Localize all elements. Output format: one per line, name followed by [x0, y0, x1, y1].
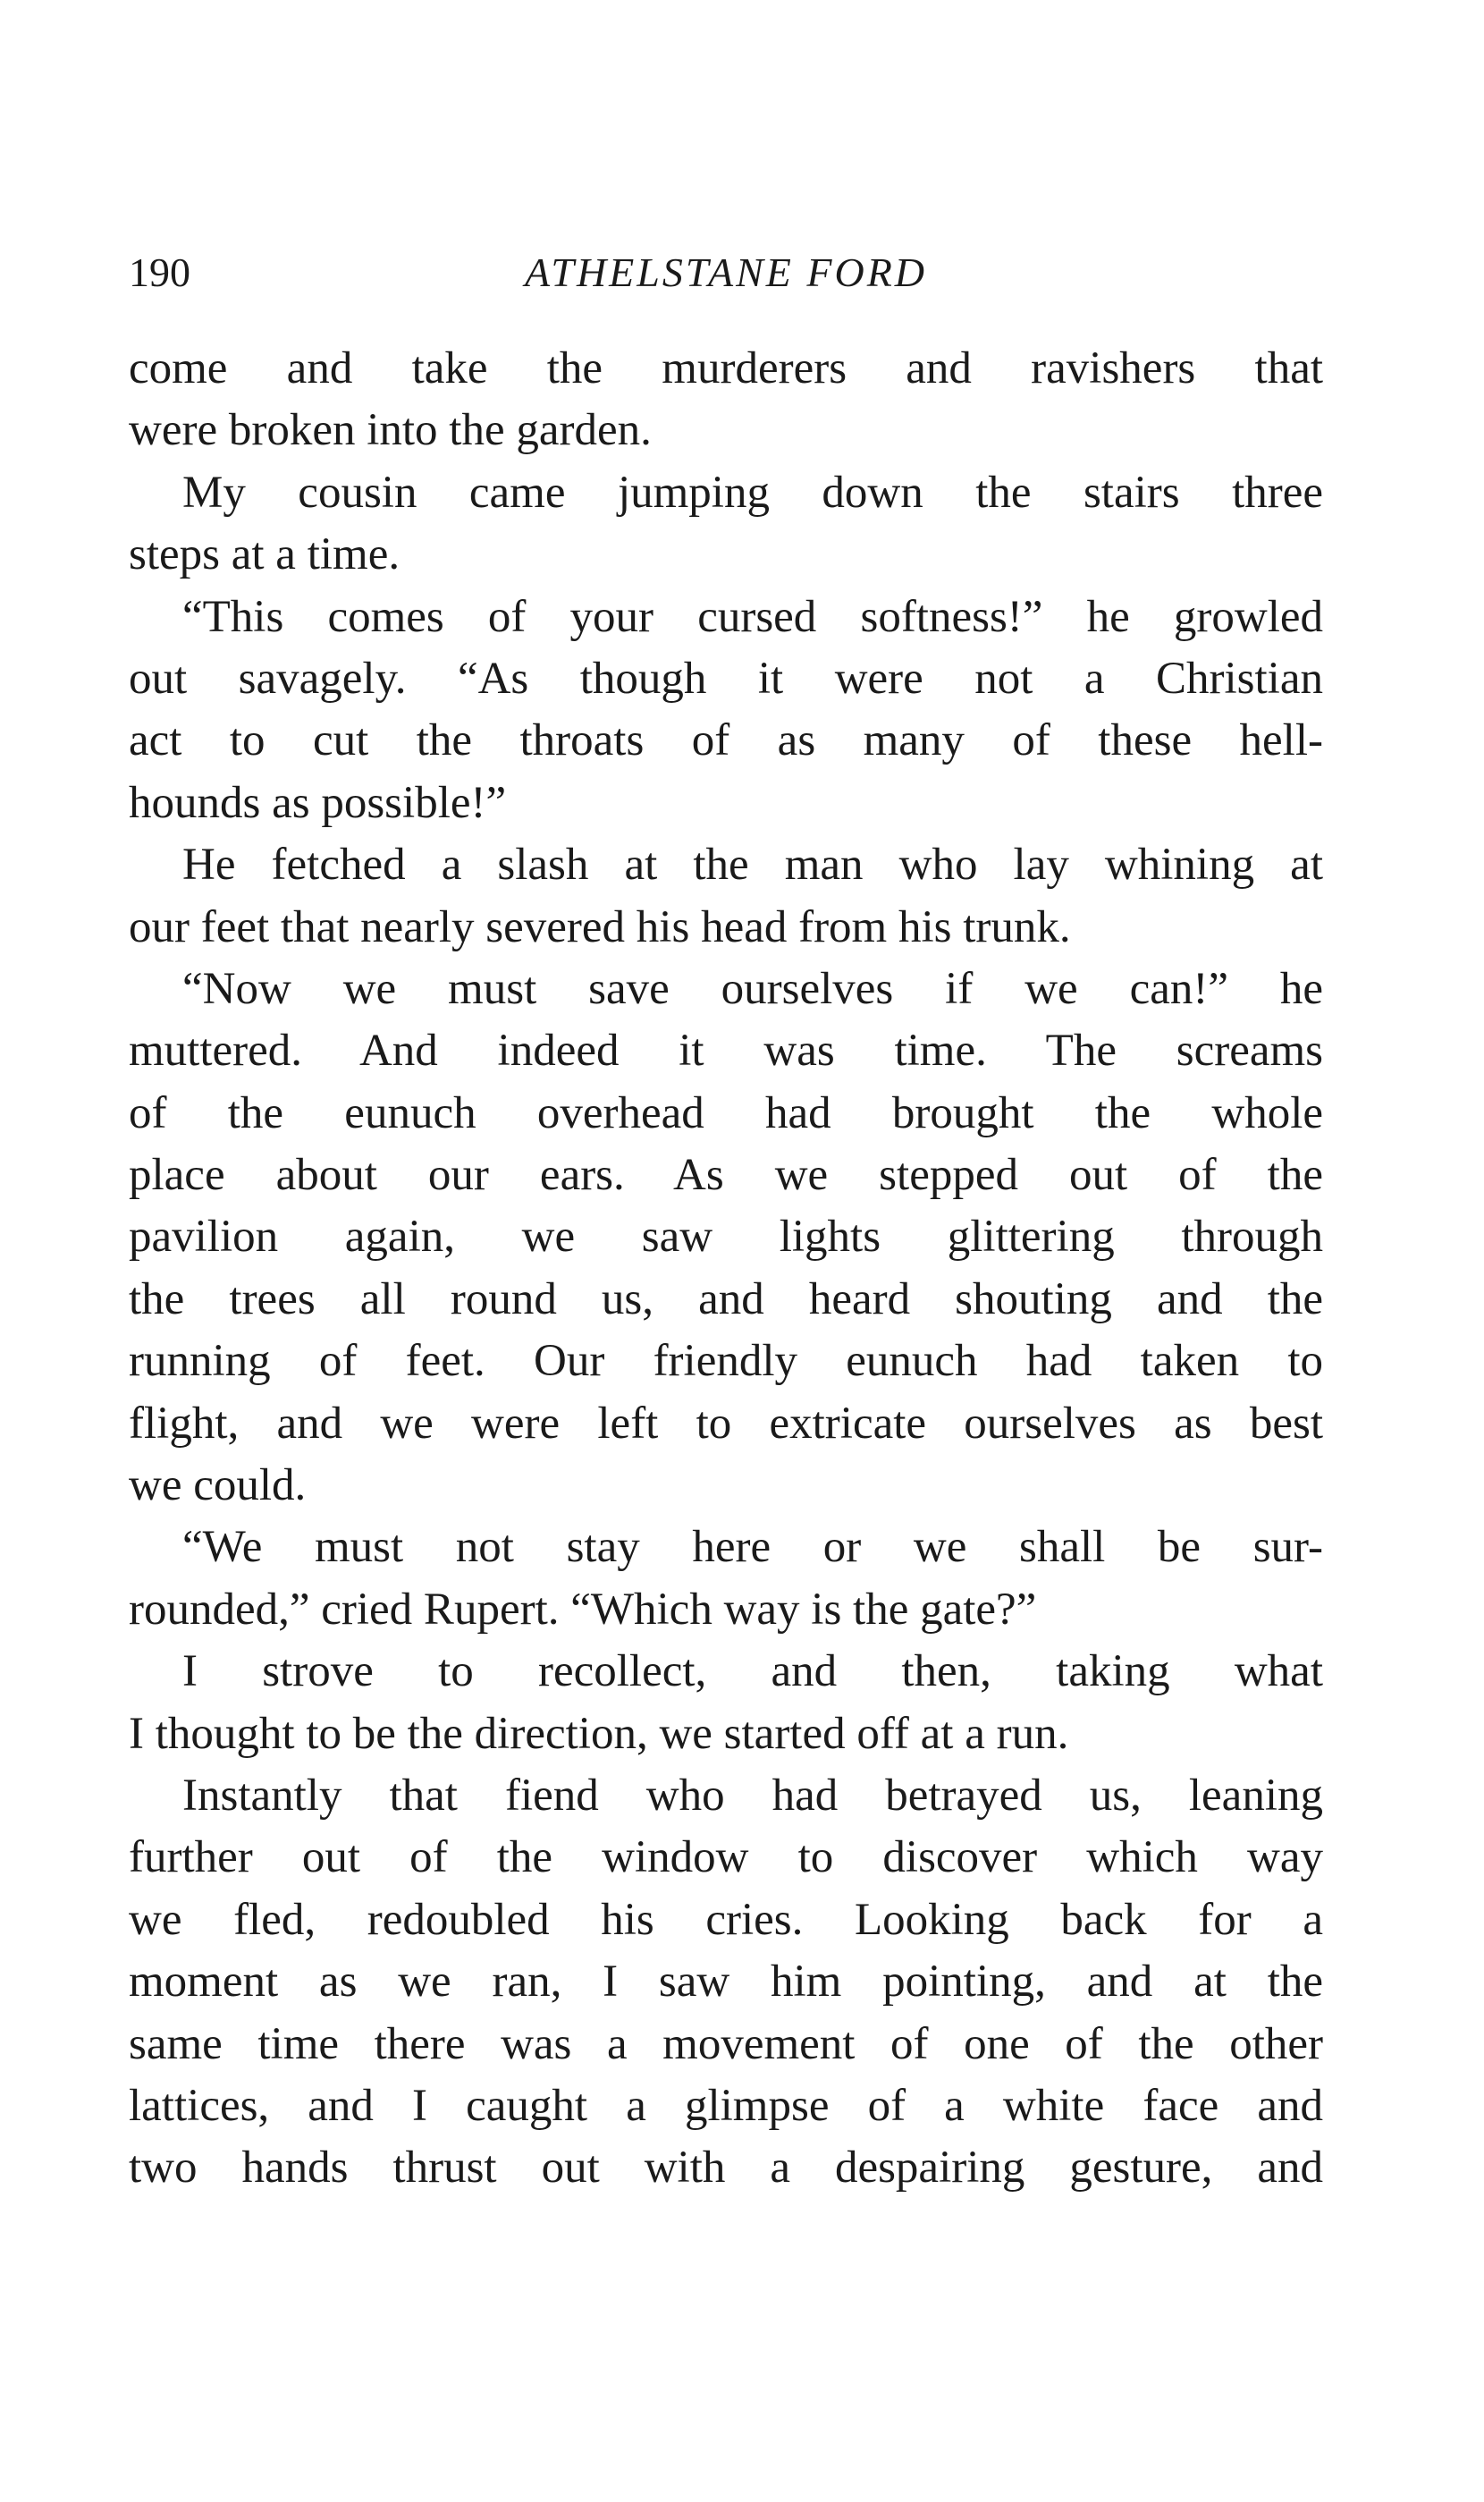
- text-line: “We must not stay here or we shall be sur-: [182, 1522, 1323, 1573]
- text-line: moment as we ran, I saw him pointing, and at the: [129, 1957, 1323, 2008]
- text-line: of the eunuch overhead had brought the whole: [129, 1087, 1323, 1138]
- text-line: steps at a time.: [129, 529, 401, 580]
- text-line: “Now we must save ourselves if we can!” he: [182, 963, 1323, 1014]
- text-line: come and take the murderers and ravishers that: [129, 343, 1323, 393]
- text-line: He fetched a slash at the man who lay whining at: [182, 840, 1323, 891]
- text-line: I thought to be the direction, we started off at a run.: [129, 1708, 1069, 1759]
- text-line: “This comes of your cursed softness!” he growled: [182, 591, 1323, 642]
- text-line: act to cut the throats of as many of these hell-: [129, 715, 1323, 766]
- text-line: our feet that nearly severed his head from his trunk.: [129, 901, 1071, 952]
- text-line: hounds as possible!”: [129, 777, 507, 828]
- body-text: [129, 338, 1323, 2200]
- text-line: we fled, redoubled his cries. Looking back for a: [129, 1894, 1323, 1945]
- running-head: ATHELSTANE FORD: [524, 249, 928, 295]
- text-line: we could.: [129, 1460, 307, 1511]
- text-line: flight, and we were left to extricate ourselves as best: [129, 1398, 1323, 1449]
- text-line: the trees all round us, and heard shouting and the: [129, 1273, 1323, 1324]
- text-line: lattices, and I caught a glimpse of a white face and: [129, 2080, 1323, 2131]
- text-line: place about our ears. As we stepped out of the: [129, 1150, 1323, 1201]
- text-line: two hands thrust out with a despairing gesture, and: [129, 2143, 1323, 2193]
- text-line: same time there was a movement of one of the other: [129, 2018, 1323, 2069]
- page-number: 190: [129, 249, 190, 295]
- text-line: Instantly that fiend who had betrayed us, leaning: [182, 1770, 1323, 1821]
- text-line: My cousin came jumping down the stairs three: [182, 467, 1323, 518]
- page-header: [129, 241, 1323, 304]
- text-line: were broken into the garden.: [129, 405, 652, 456]
- text-line: pavilion again, we saw lights glittering through: [129, 1212, 1323, 1263]
- text-line: rounded,” cried Rupert. “Which way is the gate?”: [129, 1584, 1037, 1635]
- text-line: further out of the window to discover which way: [129, 1832, 1323, 1883]
- text-line: I strove to recollect, and then, taking what: [182, 1646, 1323, 1697]
- text-line: running of feet. Our friendly eunuch had taken to: [129, 1336, 1323, 1387]
- text-line: out savagely. “As though it were not a Christian: [129, 653, 1323, 704]
- text-line: muttered. And indeed it was time. The screams: [129, 1026, 1323, 1077]
